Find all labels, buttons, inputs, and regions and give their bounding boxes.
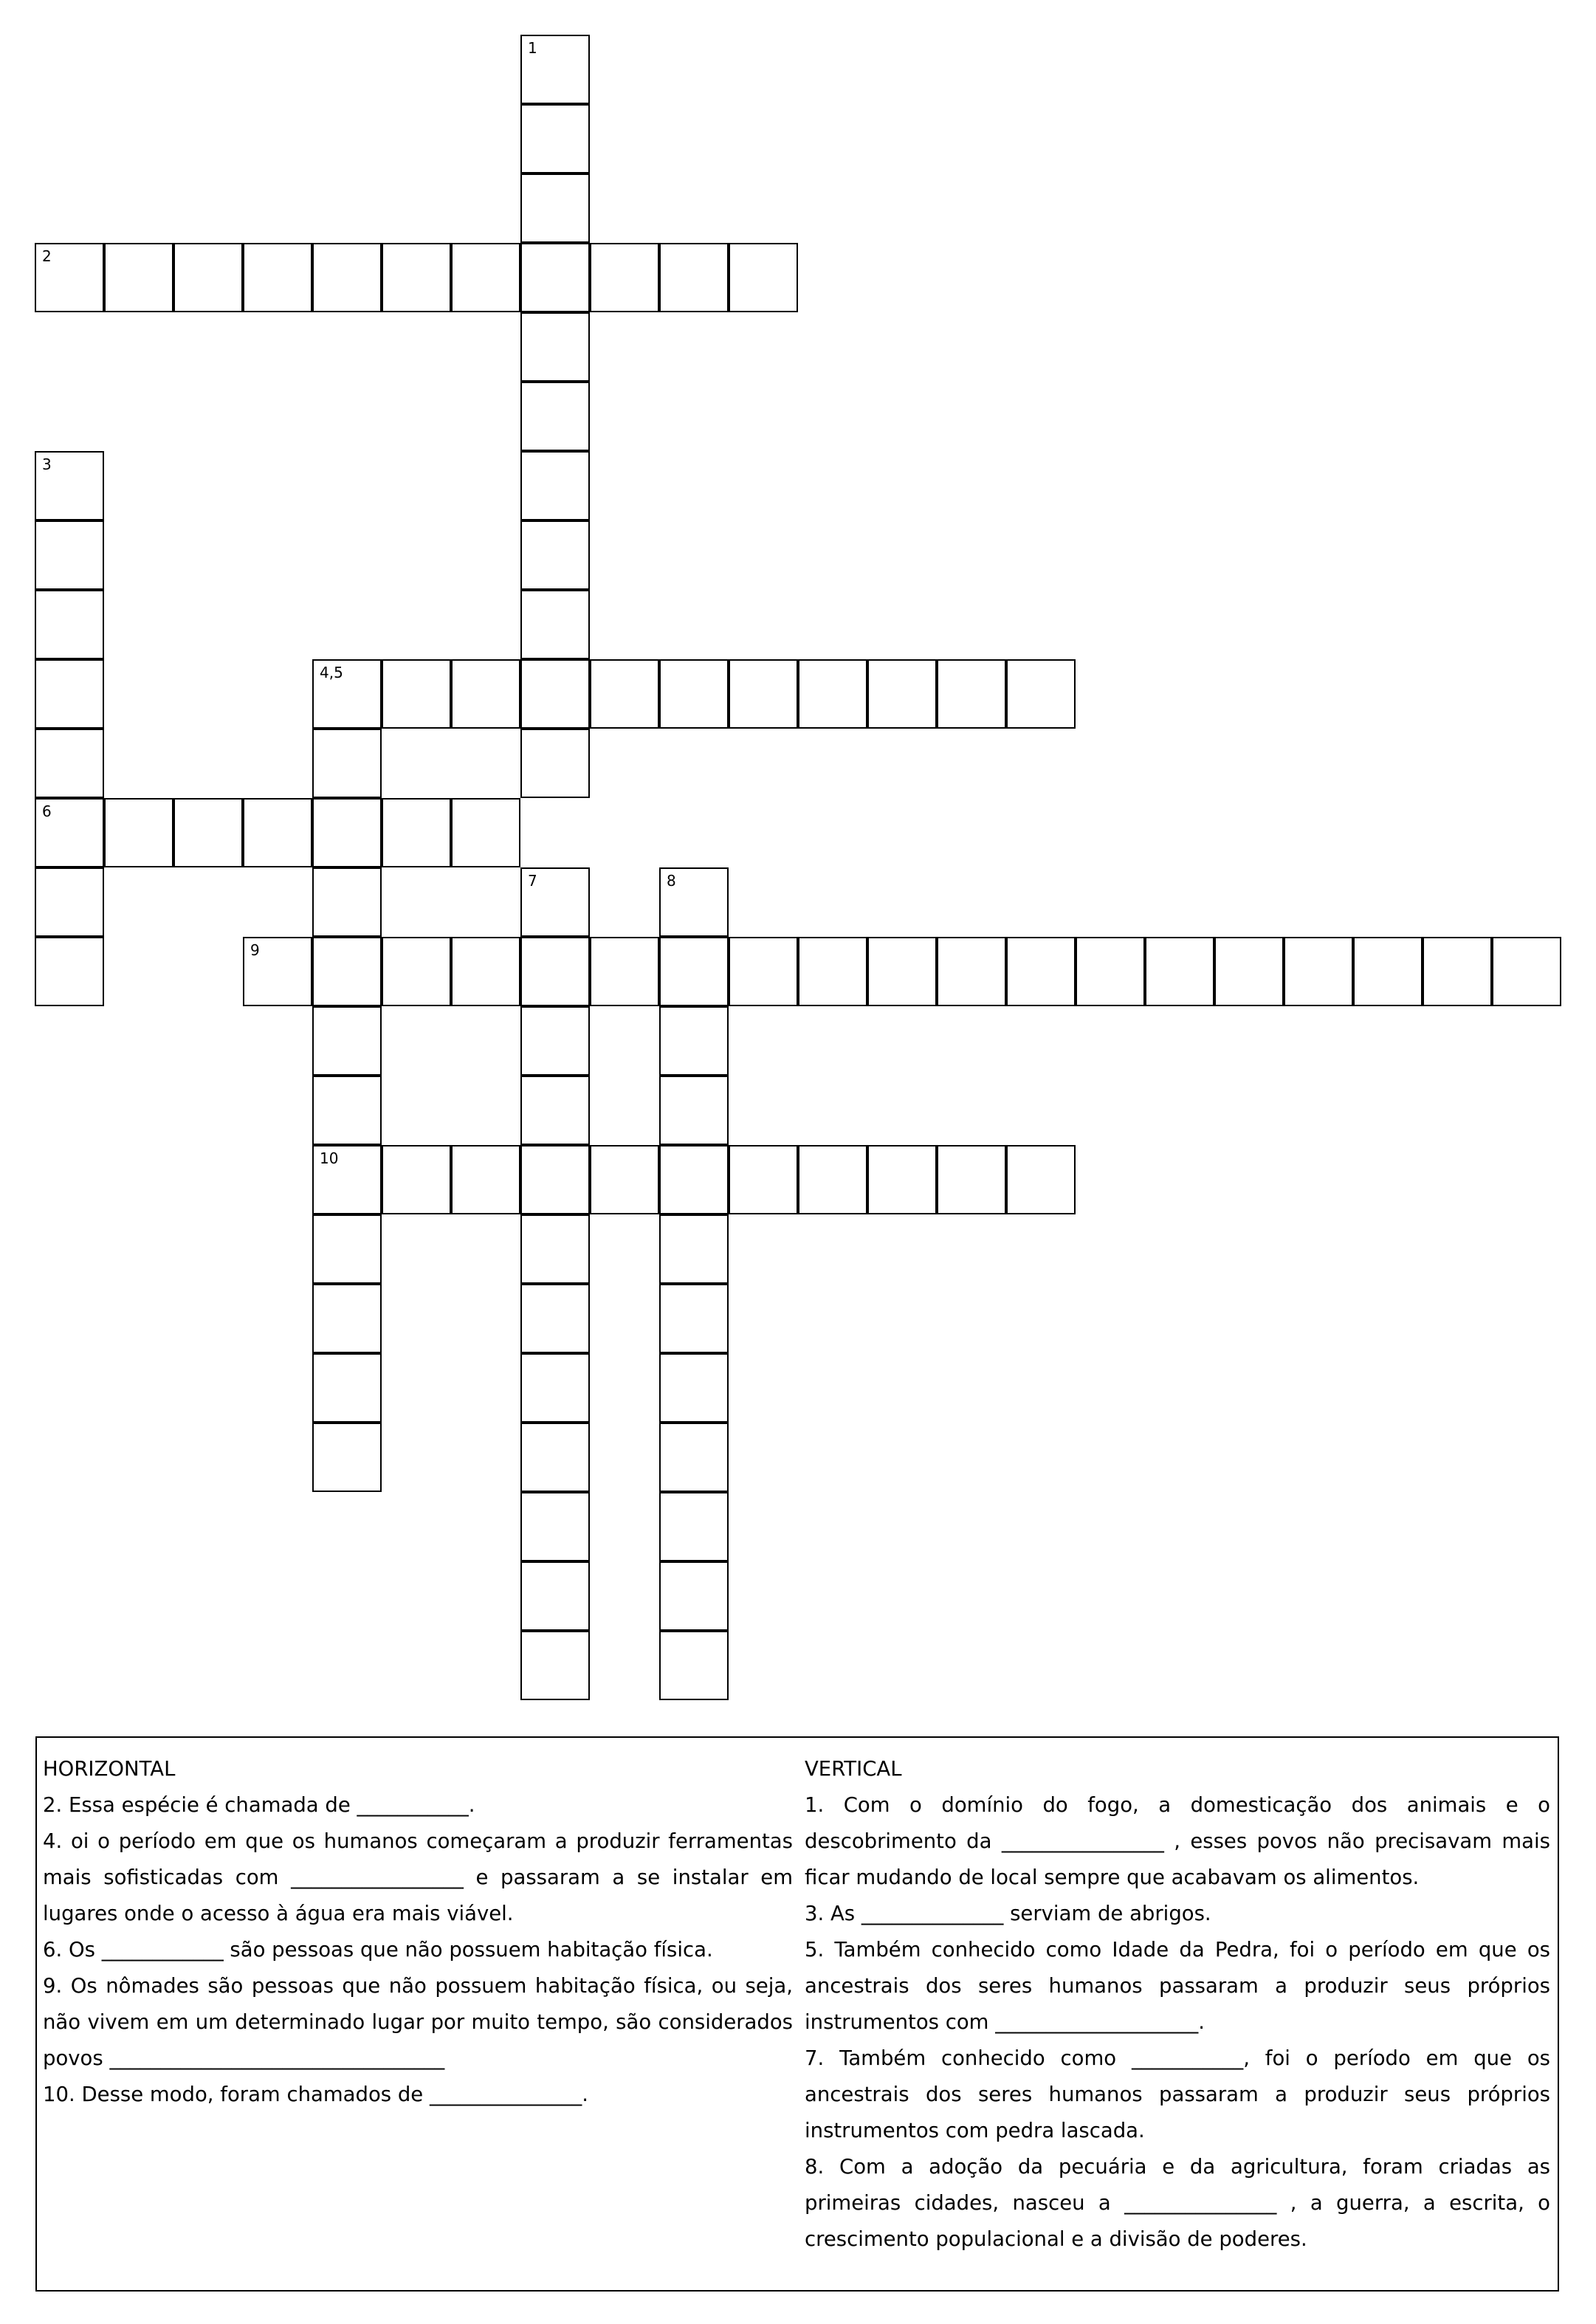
crossword-cell[interactable] [520, 312, 590, 382]
crossword-cell[interactable] [312, 1214, 382, 1284]
crossword-cell[interactable] [104, 243, 173, 312]
clue-number: 6 [42, 802, 52, 820]
horizontal-title: HORIZONTAL [43, 1757, 176, 1781]
crossword-cell[interactable] [520, 520, 590, 590]
crossword-cell[interactable] [173, 243, 243, 312]
crossword-cell[interactable] [659, 1423, 729, 1492]
crossword-cell[interactable] [520, 590, 590, 659]
crossword-cell[interactable] [382, 1145, 451, 1214]
crossword-cell[interactable] [659, 1214, 729, 1284]
crossword-cell[interactable] [520, 659, 590, 729]
crossword-cell[interactable] [1076, 937, 1145, 1006]
crossword-cell[interactable] [659, 1561, 729, 1631]
crossword-cell[interactable] [312, 1006, 382, 1076]
crossword-cell[interactable] [520, 1561, 590, 1631]
clue-number: 2 [42, 247, 52, 265]
crossword-cell[interactable] [520, 382, 590, 451]
clue-h-4: 4. oi o período em que os humanos começaram a produzir ferramentas mais sofisticadas com _________________ e passaram a se instalar em lugares onde o acesso à água era mais viável. [43, 1829, 793, 1925]
crossword-cell[interactable] [659, 243, 729, 312]
crossword-cell[interactable] [312, 1353, 382, 1423]
crossword-cell[interactable] [590, 659, 659, 729]
crossword-cell[interactable] [1423, 937, 1492, 1006]
crossword-cell[interactable] [867, 1145, 937, 1214]
crossword-cell[interactable] [520, 867, 590, 937]
crossword-cell[interactable] [312, 1423, 382, 1492]
clue-number: 8 [667, 872, 676, 890]
clue-number: 1 [528, 39, 537, 57]
clue-h-10: 10. Desse modo, foram chamados de _______________. [43, 2083, 588, 2106]
crossword-cell[interactable] [520, 243, 590, 312]
crossword-cell[interactable] [35, 937, 104, 1006]
crossword-cell[interactable] [1006, 937, 1076, 1006]
crossword-cell[interactable] [1353, 937, 1423, 1006]
clues-box [35, 1736, 1559, 2292]
crossword-cell[interactable] [312, 659, 382, 729]
crossword-cell[interactable] [729, 1145, 798, 1214]
crossword-cell[interactable] [520, 1006, 590, 1076]
clue-number: 10 [320, 1149, 339, 1167]
vertical-clues [805, 1751, 1550, 2258]
crossword-cell[interactable] [659, 1006, 729, 1076]
crossword-cell[interactable] [520, 1284, 590, 1353]
crossword-cell[interactable] [729, 659, 798, 729]
clue-h-6: 6. Os ____________ são pessoas que não possuem habitação física. [43, 1938, 713, 1962]
crossword-cell[interactable] [1006, 659, 1076, 729]
crossword-cell[interactable] [520, 1423, 590, 1492]
crossword-cell[interactable] [1284, 937, 1353, 1006]
crossword-cell[interactable] [867, 659, 937, 729]
clue-v-1: 1. Com o domínio do fogo, a domesticação dos animais e o descobrimento da ________________ , esses povos não precisavam mais ficar mudando de local sempre que acabavam os alimentos. [805, 1793, 1550, 1889]
crossword-cell[interactable] [520, 1214, 590, 1284]
crossword-cell[interactable] [451, 659, 520, 729]
crossword-cell[interactable] [451, 798, 520, 867]
crossword-cell[interactable] [243, 937, 312, 1006]
crossword-cell[interactable] [35, 729, 104, 798]
crossword-cell[interactable] [590, 1145, 659, 1214]
crossword-cell[interactable] [451, 243, 520, 312]
clue-v-5: 5. Também conhecido como Idade da Pedra, foi o período em que os ancestrais dos seres humanos passaram a produzir seus próprios instrumentos com ____________________. [805, 1938, 1550, 2034]
crossword-cell[interactable] [312, 729, 382, 798]
crossword-cell[interactable] [312, 937, 382, 1006]
crossword-cell[interactable] [104, 798, 173, 867]
crossword-cell[interactable] [35, 520, 104, 590]
crossword-cell[interactable] [35, 590, 104, 659]
crossword-cell[interactable] [729, 937, 798, 1006]
crossword-cell[interactable] [798, 1145, 867, 1214]
crossword-cell[interactable] [520, 104, 590, 173]
crossword-cell[interactable] [173, 798, 243, 867]
crossword-cell[interactable] [798, 937, 867, 1006]
crossword-cell[interactable] [382, 243, 451, 312]
crossword-cell[interactable] [35, 243, 104, 312]
crossword-cell[interactable] [520, 173, 590, 243]
crossword-cell[interactable] [520, 729, 590, 798]
crossword-cell[interactable] [312, 867, 382, 937]
crossword-cell[interactable] [451, 937, 520, 1006]
horizontal-clues [43, 1751, 793, 2113]
crossword-cell[interactable] [729, 243, 798, 312]
crossword-cell[interactable] [937, 1145, 1006, 1214]
crossword-cell[interactable] [35, 659, 104, 729]
clue-number: 7 [528, 872, 537, 890]
crossword-cell[interactable] [35, 867, 104, 937]
crossword-cell[interactable] [35, 451, 104, 520]
clue-number: 3 [42, 455, 52, 473]
crossword-cell[interactable] [937, 659, 1006, 729]
crossword-cell[interactable] [1145, 937, 1214, 1006]
crossword-cell[interactable] [937, 937, 1006, 1006]
crossword-cell[interactable] [312, 1145, 382, 1214]
crossword-cell[interactable] [520, 35, 590, 104]
clue-h-9: 9. Os nômades são pessoas que não possuem habitação física, ou seja, não vivem em um determinado lugar por muito tempo, são considerados povos _________________________________ [43, 1974, 793, 2070]
crossword-cell[interactable] [659, 1631, 729, 1700]
crossword-cell[interactable] [590, 937, 659, 1006]
clue-v-3: 3. As ______________ serviam de abrigos. [805, 1902, 1211, 1925]
crossword-cell[interactable] [1006, 1145, 1076, 1214]
crossword-cell[interactable] [659, 1353, 729, 1423]
crossword-cell[interactable] [1492, 937, 1561, 1006]
crossword-cell[interactable] [659, 1284, 729, 1353]
crossword-cell[interactable] [520, 451, 590, 520]
clue-number: 9 [250, 941, 260, 959]
crossword-cell[interactable] [243, 243, 312, 312]
crossword-cell[interactable] [659, 1492, 729, 1561]
crossword-cell[interactable] [659, 659, 729, 729]
crossword-cell[interactable] [243, 798, 312, 867]
crossword-cell[interactable] [659, 1076, 729, 1145]
clue-v-7: 7. Também conhecido como ___________, foi o período em que os ancestrais dos seres humanos passaram a produzir seus próprios instrumentos com pedra lascada. [805, 2046, 1550, 2142]
crossword-cell[interactable] [35, 798, 104, 867]
crossword-cell[interactable] [659, 1145, 729, 1214]
crossword-cell[interactable] [520, 1492, 590, 1561]
crossword-cell[interactable] [382, 937, 451, 1006]
clue-number: 4,5 [320, 664, 343, 681]
crossword-cell[interactable] [659, 937, 729, 1006]
crossword-cell[interactable] [382, 659, 451, 729]
crossword-cell[interactable] [659, 867, 729, 937]
vertical-title: VERTICAL [805, 1757, 902, 1781]
crossword-cell[interactable] [867, 937, 937, 1006]
crossword-cell[interactable] [590, 243, 659, 312]
crossword-cell[interactable] [520, 1353, 590, 1423]
crossword-cell[interactable] [798, 659, 867, 729]
crossword-cell[interactable] [382, 798, 451, 867]
crossword-cell[interactable] [312, 1284, 382, 1353]
crossword-cell[interactable] [520, 1076, 590, 1145]
crossword-cell[interactable] [520, 1631, 590, 1700]
crossword-cell[interactable] [520, 1145, 590, 1214]
clue-v-8: 8. Com a adoção da pecuária e da agricultura, foram criadas as primeiras cidades, nasceu a _______________ , a guerra, a escrita, o crescimento populacional e a divisão de poderes. [805, 2155, 1550, 2251]
crossword-cell[interactable] [451, 1145, 520, 1214]
crossword-cell[interactable] [312, 243, 382, 312]
crossword-cell[interactable] [1214, 937, 1284, 1006]
crossword-cell[interactable] [312, 1076, 382, 1145]
clue-h-2: 2. Essa espécie é chamada de ___________. [43, 1793, 475, 1817]
crossword-cell[interactable] [312, 798, 382, 867]
crossword-cell[interactable] [520, 937, 590, 1006]
